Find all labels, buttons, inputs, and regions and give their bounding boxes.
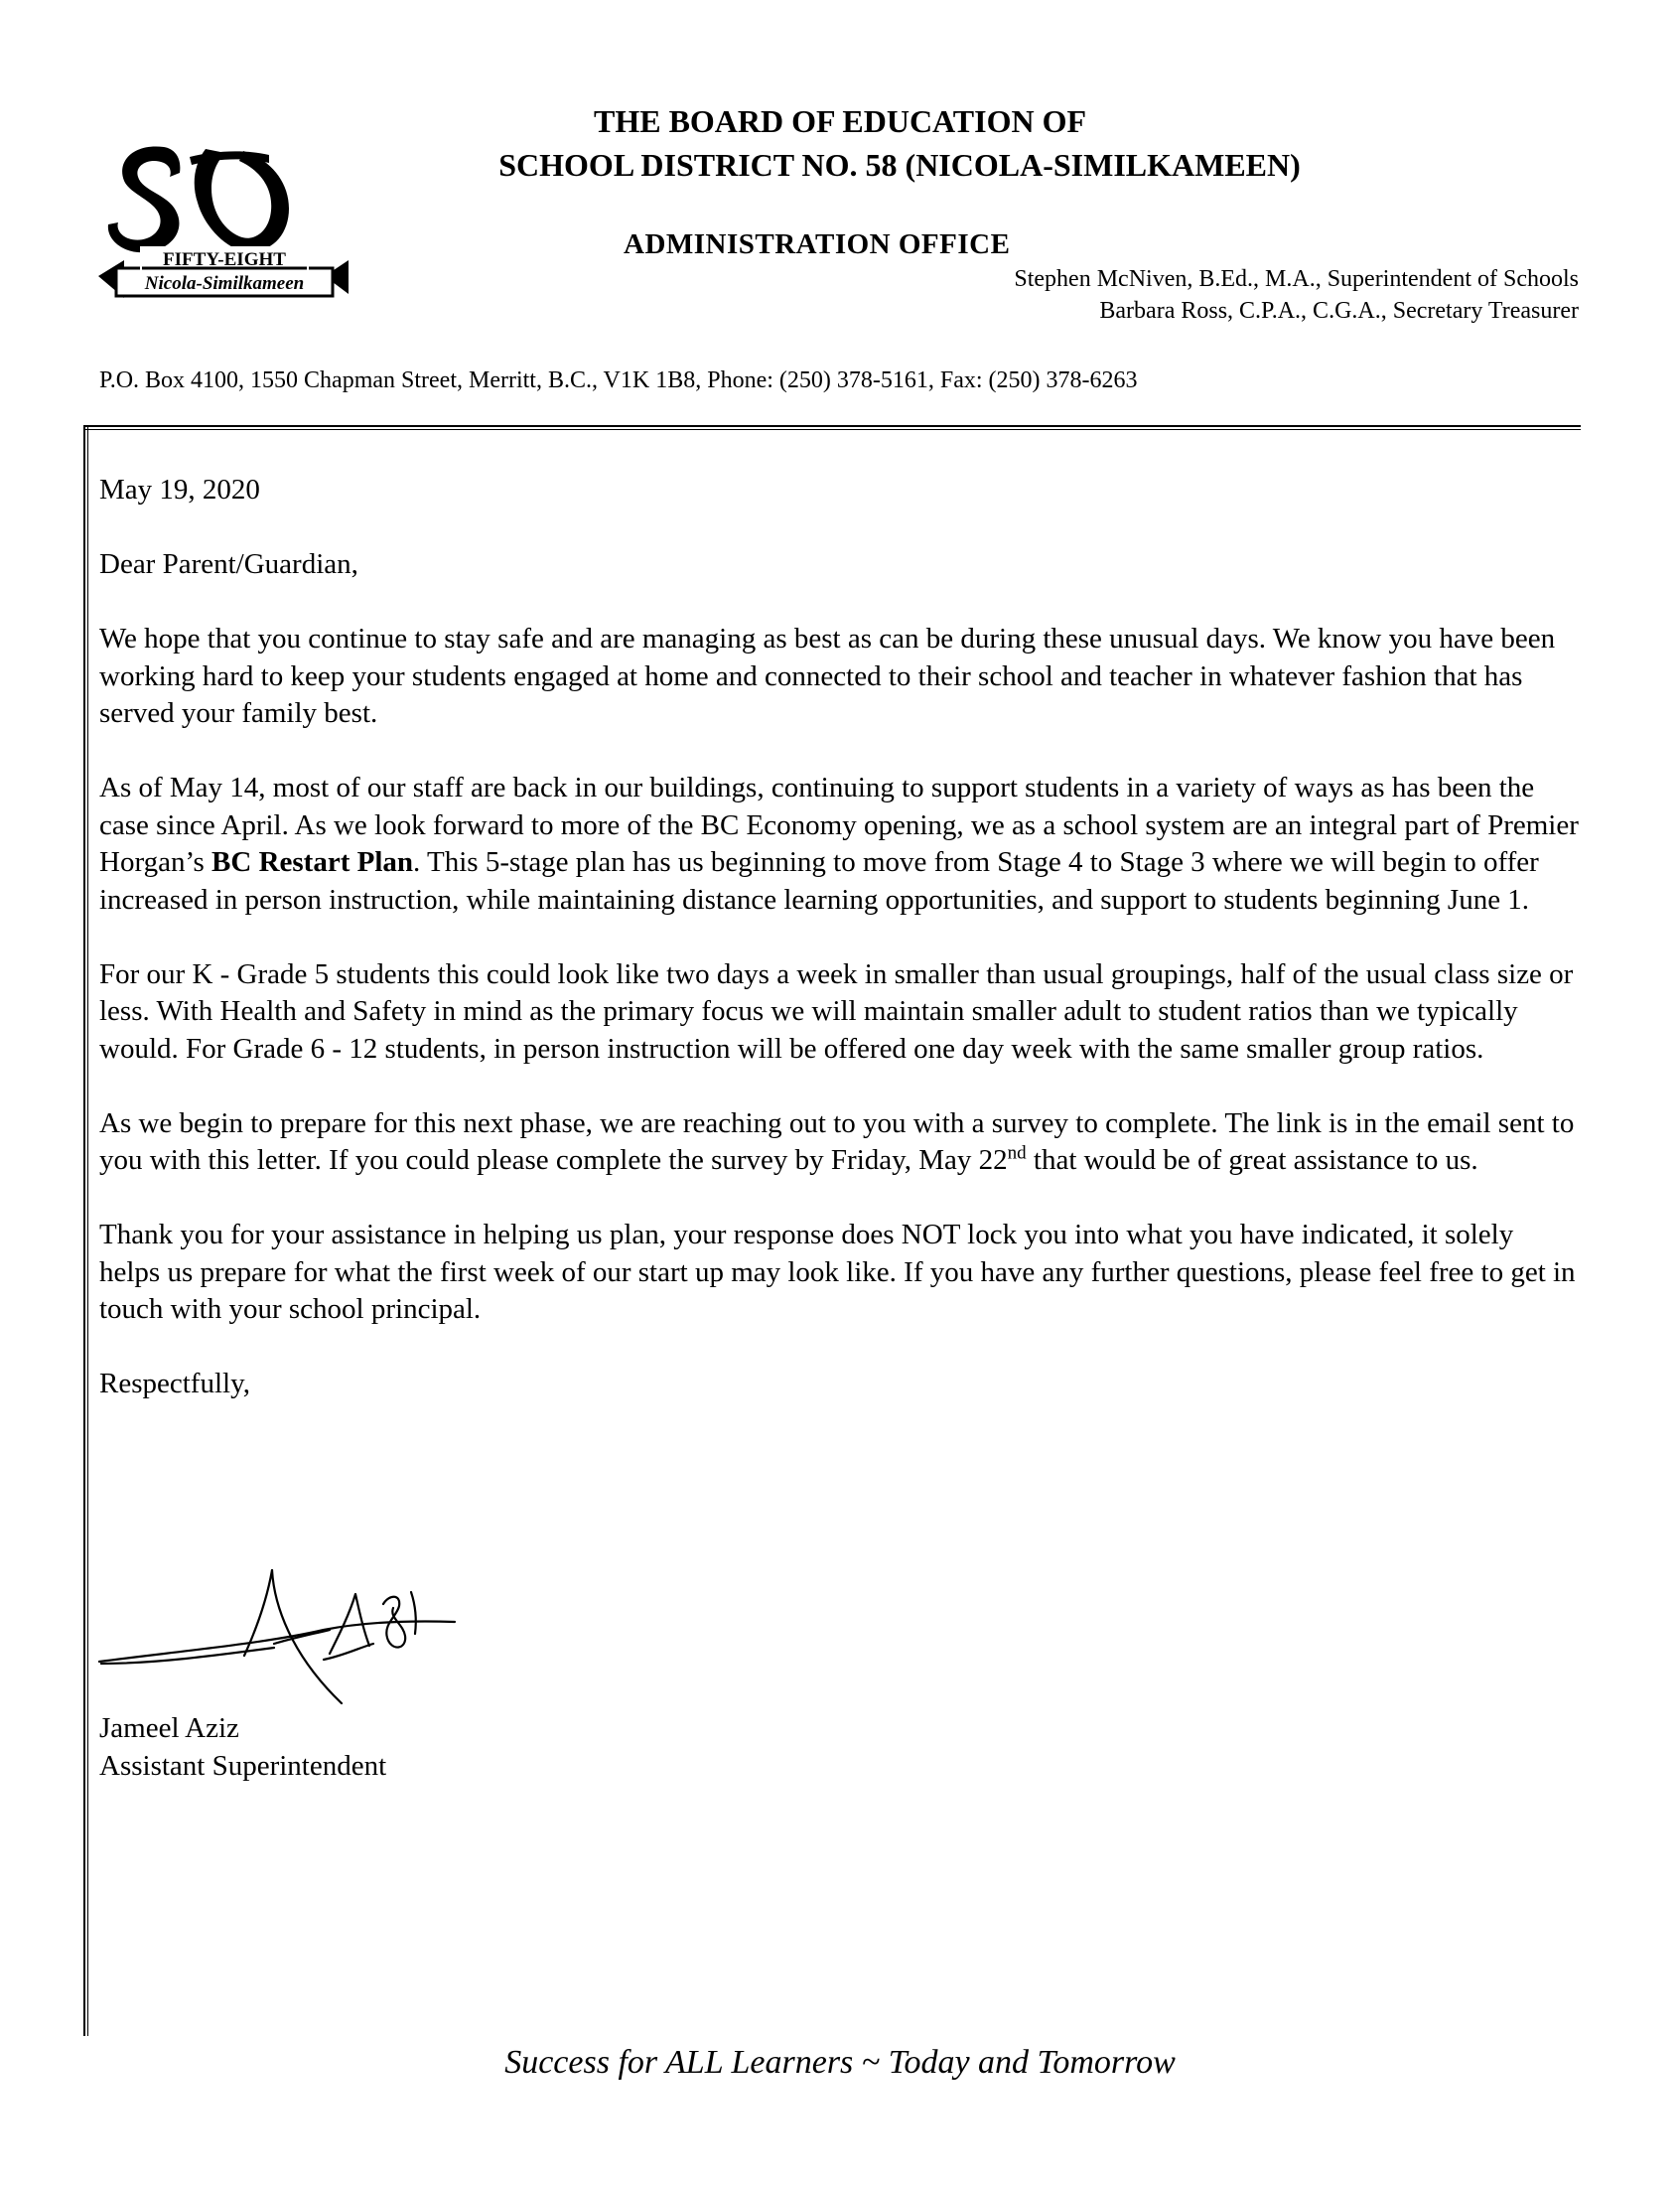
superintendent-line: Stephen McNiven, B.Ed., M.A., Superintendent of Schools (1014, 266, 1579, 292)
logo-banner-bottom: Nicola-Similkameen (144, 273, 305, 294)
logo-banner-top: FIFTY-EIGHT (163, 249, 286, 270)
restart-plan-label: BC Restart Plan (211, 846, 414, 878)
paragraph-2-text-b: . This 5-stage plan has us beginning to move from Stage 4 to Stage 3 where we will begin to offer increased in person instruction, while maintaining distance learning opportunities, and support to students beginning June 1. (99, 846, 1539, 916)
header-rule (83, 425, 1581, 430)
ordinal-suffix: nd (1007, 1142, 1027, 1164)
paragraph-2-text-a: As of May 14, most of our staff are back in our buildings, continuing to support students in a variety of ways as has been the case since April. As we look forward to more of the BC Economy opening, we as a school system are an integral part of Premier Horgan’s (99, 772, 1579, 878)
letter-body (99, 472, 1579, 1440)
paragraph-3: For our K - Grade 5 students this could look like two days a week in smaller than usual groupings, half of the usual class size or less. With Health and Safety in mind as the primary focus we will maintain smaller adult to student ratios than we typically would. For Grade 6 - 12 students, in person instruction will be offered one day week with the same smaller group ratios. (99, 957, 1574, 1065)
contact-address: P.O. Box 4100, 1550 Chapman Street, Merritt, B.C., V1K 1B8, Phone: (250) 378-5161, Fax: (250) 378-6263 (99, 367, 1138, 393)
signer-name: Jameel Aziz (99, 1712, 239, 1744)
paragraph-4 (99, 1105, 1579, 1180)
paragraph-4-text-a: As we begin to prepare for this next phase, we are reaching out to you with a survey to complete. The link is in the email sent to you with this letter. If you could please complete the survey by Friday, May 22 (99, 1106, 1575, 1176)
handwritten-signature (95, 1564, 473, 1713)
board-title: THE BOARD OF EDUCATION OF (593, 103, 1087, 139)
paragraph-5: Thank you for your assistance in helping us plan, your response does NOT lock you into what you have indicated, it solely helps us prepare for what the first week of our start up may look like. If you have any further questions, please feel free to get in touch with your school principal. (99, 1219, 1576, 1325)
district-title: SCHOOL DISTRICT NO. 58 (NICOLA-SIMILKAMEEN) (498, 147, 1301, 183)
salutation: Dear Parent/Guardian, (99, 548, 358, 580)
secretary-treasurer-line: Barbara Ross, C.P.A., C.G.A., Secretary Treasurer (1099, 298, 1579, 324)
closing: Respectfully, (99, 1368, 250, 1399)
margin-rule (83, 425, 88, 2036)
paragraph-1: We hope that you continue to stay safe and are managing as best as can be during these unusual days. We know you have been working hard to keep your students engaged at home and connected to their school and teacher in whatever fashion that has served your family best. (99, 623, 1556, 729)
letter-date: May 19, 2020 (99, 474, 260, 506)
district-motto: Success for ALL Learners ~ Today and Tomorrow (504, 2044, 1176, 2081)
office-name: ADMINISTRATION OFFICE (624, 228, 1011, 260)
signer-title: Assistant Superintendent (99, 1750, 387, 1782)
paragraph-2 (99, 770, 1579, 919)
paragraph-4-text-b: that would be of great assistance to us. (1026, 1144, 1478, 1176)
